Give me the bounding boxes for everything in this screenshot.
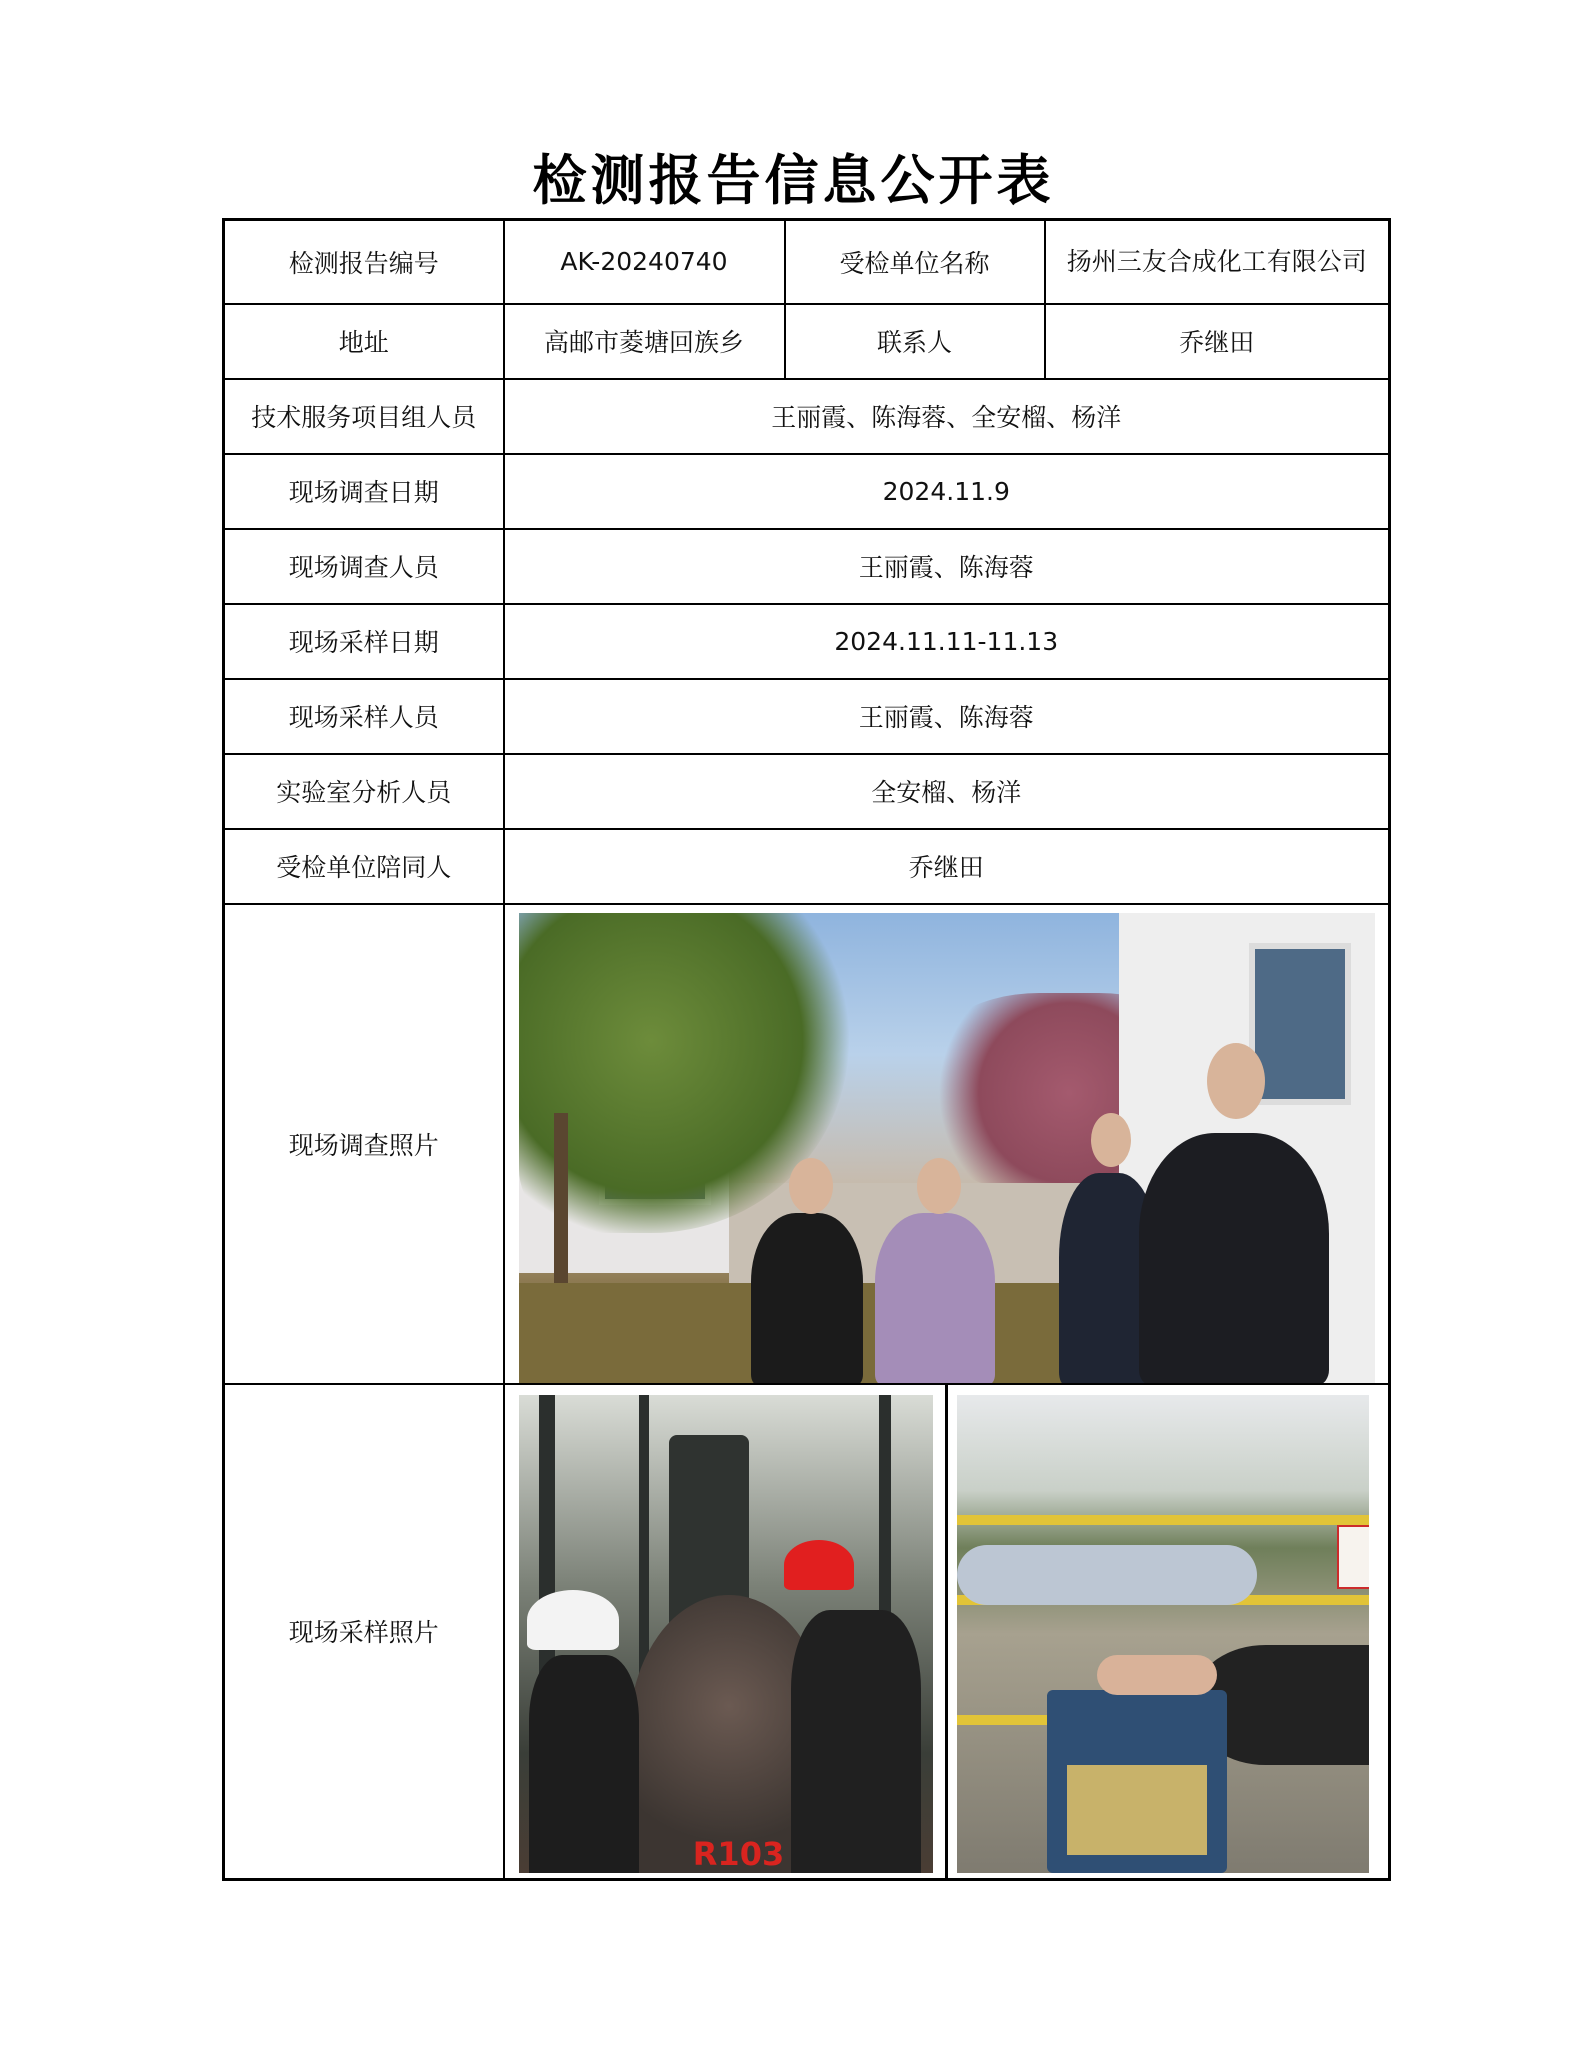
contact-value: 乔继田 (1045, 304, 1390, 379)
sampling-photo-cell (504, 1384, 1390, 1880)
table-row (224, 829, 1390, 904)
table-row (224, 379, 1390, 454)
reactor-label: R103 (692, 1834, 785, 1873)
sampling-photo-device (957, 1395, 1369, 1873)
sampling-staff-value: 王丽霞、陈海蓉 (504, 679, 1390, 754)
lab-staff-value: 全安榴、杨洋 (504, 754, 1390, 829)
survey-photo-cell (504, 904, 1390, 1384)
survey-date-label: 现场调查日期 (224, 454, 504, 529)
table-row (224, 679, 1390, 754)
table-row (224, 754, 1390, 829)
table-row (224, 220, 1390, 304)
page-title: 检测报告信息公开表 (532, 148, 1055, 212)
sampling-photo-label: 现场采样照片 (224, 1384, 504, 1880)
survey-staff-label: 现场调查人员 (224, 529, 504, 604)
contact-label: 联系人 (785, 304, 1045, 379)
survey-date-value: 2024.11.9 (504, 454, 1390, 529)
table-row (224, 304, 1390, 379)
escort-value: 乔继田 (504, 829, 1390, 904)
sampling-date-label: 现场采样日期 (224, 604, 504, 679)
team-value: 王丽霞、陈海蓉、全安榴、杨洋 (504, 379, 1390, 454)
sampling-photo-reactor (519, 1395, 933, 1873)
lab-staff-label: 实验室分析人员 (224, 754, 504, 829)
survey-photo-label: 现场调查照片 (224, 904, 504, 1384)
report-no-label: 检测报告编号 (224, 220, 504, 304)
survey-photo (519, 913, 1375, 1384)
table-row (224, 529, 1390, 604)
address-value: 高邮市菱塘回族乡 (504, 304, 785, 379)
table-row (224, 604, 1390, 679)
team-label: 技术服务项目组人员 (224, 379, 504, 454)
sampling-staff-label: 现场采样人员 (224, 679, 504, 754)
unit-name-value: 扬州三友合成化工有限公司 (1045, 220, 1390, 304)
unit-name-label: 受检单位名称 (785, 220, 1045, 304)
report-table (222, 218, 1391, 1881)
escort-label: 受检单位陪同人 (224, 829, 504, 904)
survey-staff-value: 王丽霞、陈海蓉 (504, 529, 1390, 604)
sampling-date-value: 2024.11.11-11.13 (504, 604, 1390, 679)
address-label: 地址 (224, 304, 504, 379)
table-row (224, 1384, 1390, 1880)
table-row (224, 454, 1390, 529)
table-row (224, 904, 1390, 1384)
report-no-value: AK-20240740 (504, 220, 785, 304)
